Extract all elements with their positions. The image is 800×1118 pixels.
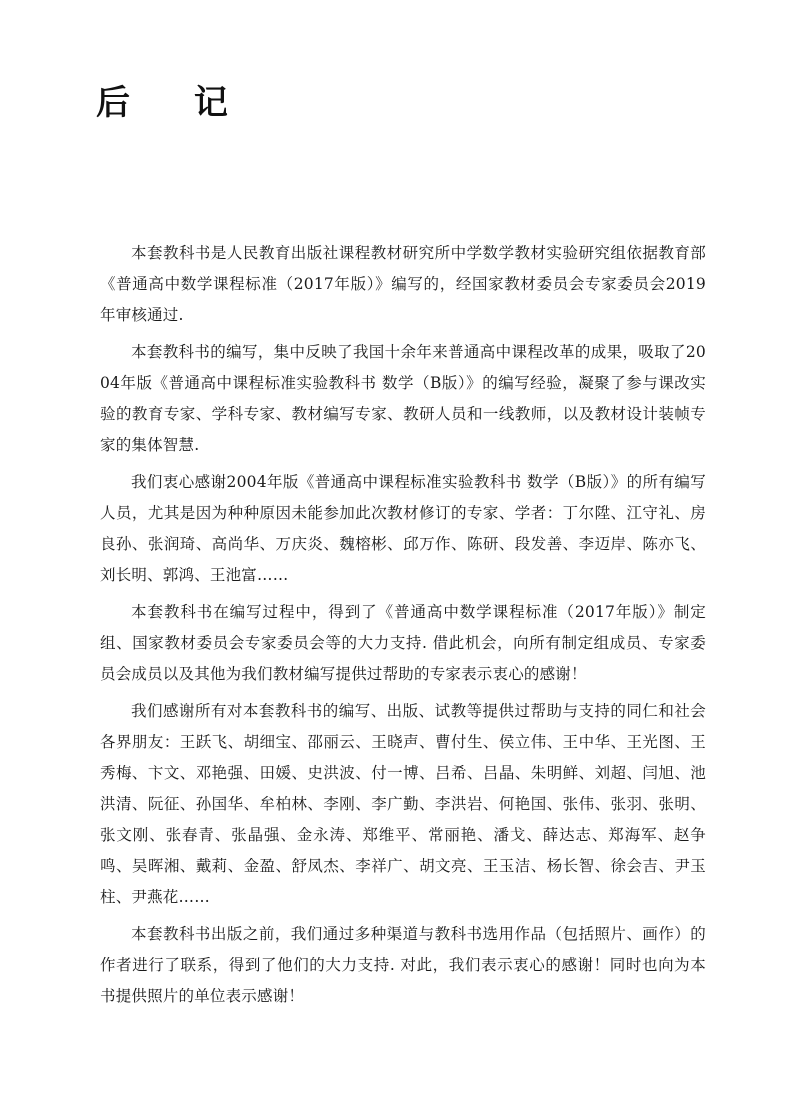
paragraph-thanks-standards-group: 本套教科书在编写过程中，得到了《普通高中数学课程标准（2017年版）》制定组、国家教材委员会专家委员会等的大力支持. 借此机会，向所有制定组成员、专家委员会成员以及其他为我们教材编写提供过帮助的专家表示衷心的感谢！ [100,603,706,683]
paragraph-compilation: 本套教科书的编写，集中反映了我国十余年来普通高中课程改革的成果，吸取了2004年版《普通高中课程标准实验教科书 数学（B版）》的编写经验，凝聚了参与课改实验的教育专家、学科专家、教材编写专家、教研人员和一线教师，以及教材设计装帧专家的集体智慧. [100,343,706,454]
paragraph-thanks-supporters: 我们感谢所有对本套教科书的编写、出版、试教等提供过帮助与支持的同仁和社会各界朋友：王跃飞、胡细宝、邵丽云、王晓声、曹付生、侯立伟、王中华、王光图、王秀梅、卞文、邓艳强、田媛、史洪波、付一博、吕希、吕晶、朱明鲜、刘超、闫旭、池洪清、阮征、孙国华、牟柏林、李刚、李广勤、李洪岩、何艳国、张伟、张羽、张明、张文刚、张春青、张晶强、金永涛、郑维平、常丽艳、潘戈、薛达志、郑海军、赵争鸣、吴晖湘、戴莉、金盈、舒凤杰、李祥广、胡文亮、王玉洁、杨长智、徐会吉、尹玉柱、尹燕花…… [100,702,706,906]
paragraph-thanks-2004-authors: 我们衷心感谢2004年版《普通高中课程标准实验教科书 数学（B版）》的所有编写人员，尤其是因为种种原因未能参加此次教材修订的专家、学者：丁尔陞、江守礼、房良孙、张润琦、高尚华、万庆炎、魏榕彬、邱万作、陈研、段发善、李迈岸、陈亦飞、刘长明、郭鸿、王池富…… [100,473,706,584]
paragraph-approval: 本套教科书是人民教育出版社课程教材研究所中学数学教材实验研究组依据教育部《普通高中数学课程标准（2017年版）》编写的，经国家教材委员会专家委员会2019年审核通过. [100,244,706,324]
body-text [100,238,706,1018]
page-title: 后 记 [96,83,254,123]
paragraph-thanks-artwork-providers: 本套教科书出版之前，我们通过多种渠道与教科书选用作品（包括照片、画作）的作者进行了联系，得到了他们的大力支持. 对此，我们表示衷心的感谢！同时也向为本书提供照片的单位表示感谢！ [100,925,706,1005]
